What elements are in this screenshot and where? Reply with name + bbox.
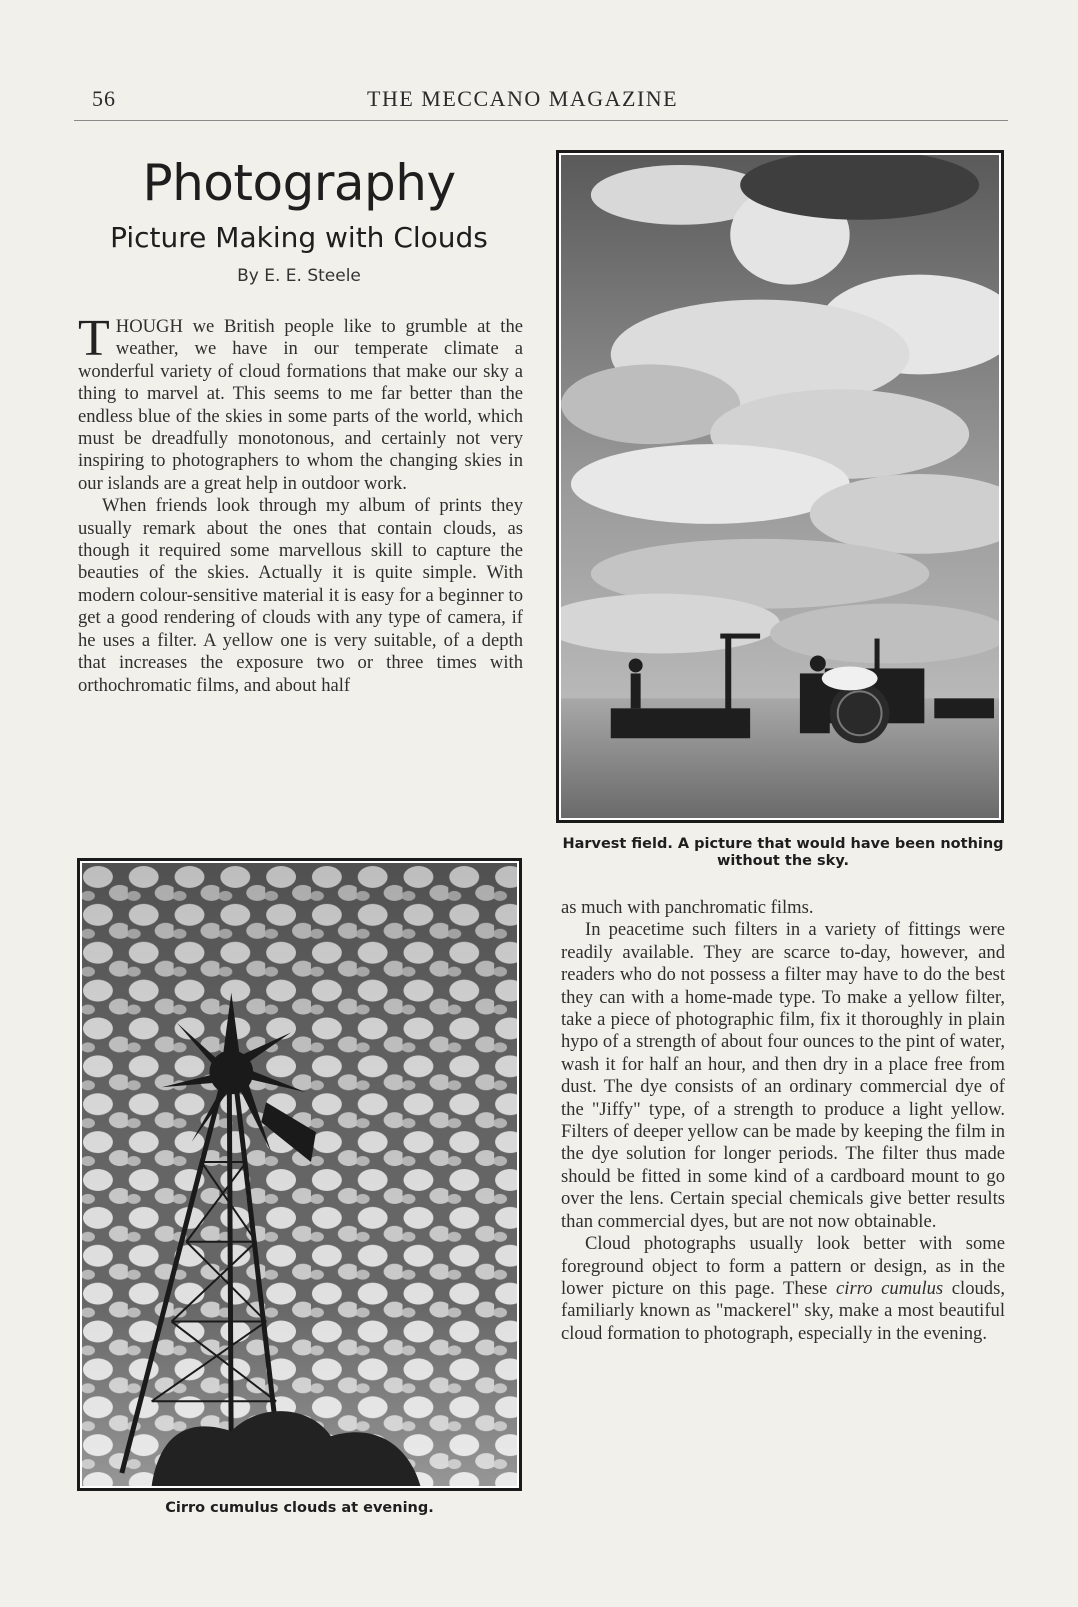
paragraph-2: When friends look through my album of prints they usually remark about the ones that contain clouds, as though it required some marvellous skill to capture the beauties of the skies. Actually it is quite simple. With modern colour-sensitive material it is easy for a beginner to get a good rendering of clouds with any type of camera, if he uses a filter. A yellow one is very suitable, of a depth that increases the exposure two or three times with orthochromatic films, and about half xyxy=(78,495,523,696)
windmill-caption: Cirro cumulus clouds at evening. xyxy=(165,1500,434,1516)
article-title: Photography xyxy=(142,154,456,212)
paragraph-2-continued: as much with panchromatic films. xyxy=(561,897,814,918)
paragraph-1-text: HOUGH we British people like to grumble at the weather, we have in our temperate climate a wonderful variety of cloud formations that make our sky a thing to marvel at. This seems to me far better than the endless blue of the skies in some parts of the world, which must be dreadfully monotonous, and certainly not very inspiring to photographers to whom the changing skies in our islands are a great help in outdoor work. xyxy=(78,316,523,494)
header-rule xyxy=(74,120,1008,121)
windmill-photo-icon xyxy=(82,863,517,1486)
running-header xyxy=(92,86,1007,122)
magazine-title: THE MECCANO MAGAZINE xyxy=(367,86,679,111)
right-column-text xyxy=(561,897,1005,1345)
left-column-text xyxy=(78,310,523,697)
article-subtitle: Picture Making with Clouds xyxy=(110,221,488,254)
paragraph-4-emphasis: cirro cumulus xyxy=(836,1277,944,1299)
title-block xyxy=(74,154,524,286)
harvest-photo-icon xyxy=(561,155,999,818)
windmill-photo xyxy=(77,858,522,1491)
byline: By E. E. Steele xyxy=(237,266,361,286)
page-number: 56 xyxy=(92,86,116,111)
paragraph-3: In peacetime such filters in a variety of fittings were readily available. They are scarce to-day, however, and readers who do not possess a filter may have to do the best they can with a home-made type. To make a yellow filter, take a piece of photographic film, fix it thoroughly in plain hypo of a strength of about four ounces to the pint of water, wash it for half an hour, and then dry in a place free from dust. The dye consists of an ordinary commercial dye of the "Jiffy" type, of a strength to produce a light yellow. Filters of deeper yellow can be made by keeping the film in the dye solution for longer periods. The filter thus made should be fitted in some kind of a cardboard mount to go over the lens. Certain special chemicals give better results than commercial dyes, but are not now obtainable. xyxy=(561,919,1005,1232)
drop-cap: T xyxy=(78,310,110,367)
paragraph-1 xyxy=(78,310,523,495)
paragraph-4-part-1: Cloud photographs usually look better with some foreground object to form a pattern or design, as in the lower picture on this page. These xyxy=(561,1233,1005,1299)
harvest-caption: Harvest field. A picture that would have been nothing without the sky. xyxy=(562,836,1004,869)
paragraph-4-part-2: clouds, familiarly known as "mackerel" sky, make a most beautiful cloud formation to photograph, especially in the evening. xyxy=(561,1277,1005,1344)
paragraph-4 xyxy=(561,1233,1005,1345)
harvest-photo xyxy=(556,150,1004,823)
